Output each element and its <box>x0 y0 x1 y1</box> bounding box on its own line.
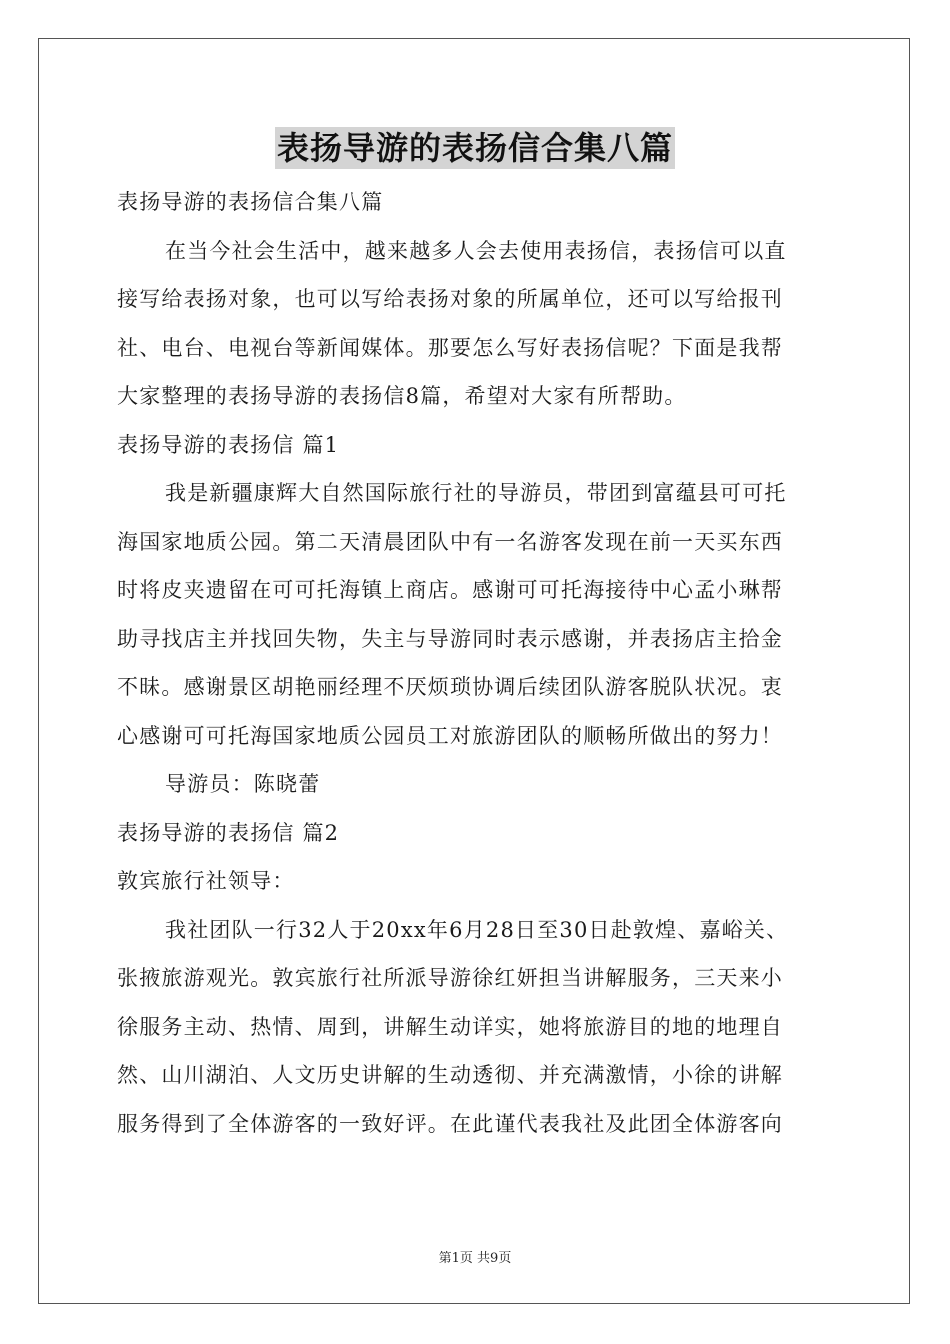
section2-line: 张掖旅游观光。敦宾旅行社所派导游徐红妍担当讲解服务，三天来小 <box>117 966 783 990</box>
document-title: 表扬导游的表扬信合集八篇 <box>276 129 673 167</box>
section1-line: 海国家地质公园。第二天清晨团队中有一名游客发现在前一天买东西 <box>117 529 783 554</box>
section2-heading: 表扬导游的表扬信 篇2 <box>117 820 340 845</box>
section1-line: 我是新疆康辉大自然国际旅行社的导游员，带团到富蕴县可可托 <box>165 481 787 505</box>
section1-line: 助寻找店主并找回失物，失主与导游同时表示感谢，并表扬店主拾金 <box>117 626 783 651</box>
intro-line: 在当今社会生活中，越来越多人会去使用表扬信，表扬信可以直 <box>165 238 787 263</box>
page-footer: 第1页 共9页 <box>438 1251 512 1266</box>
section2-salutation: 敦宾旅行社领导： <box>117 869 295 893</box>
title-container <box>0 127 950 169</box>
section1-heading: 表扬导游的表扬信 篇1 <box>117 432 340 457</box>
section2-line: 服务得到了全体游客的一致好评。在此谨代表我社及此团全体游客向 <box>117 1111 783 1136</box>
document-body <box>117 178 837 1148</box>
section1-line: 时将皮夹遗留在可可托海镇上商店。感谢可可托海接待中心孟小琳帮 <box>117 578 783 602</box>
intro-line: 接写给表扬对象，也可以写给表扬对象的所属单位，还可以写给报刊 <box>117 287 783 311</box>
section2-line: 然、山川湖泊、人文历史讲解的生动透彻、并充满激情，小徐的讲解 <box>117 1063 783 1087</box>
section1-line: 心感谢可可托海国家地质公园员工对旅游团队的顺畅所做出的努力！ <box>117 723 783 748</box>
section2-line: 我社团队一行32人于20xx年6月28日至30日赴敦煌、嘉峪关、 <box>165 917 789 942</box>
intro-line: 社、电台、电视台等新闻媒体。那要怎么写好表扬信呢？下面是我帮 <box>117 335 783 360</box>
intro-line: 大家整理的表扬导游的表扬信8篇，希望对大家有所帮助。 <box>117 384 687 408</box>
section1-line: 不昧。感谢景区胡艳丽经理不厌烦琐协调后续团队游客脱队状况。衷 <box>117 675 783 699</box>
subtitle: 表扬导游的表扬信合集八篇 <box>117 190 384 214</box>
section2-line: 徐服务主动、热情、周到，讲解生动详实，她将旅游目的地的地理自 <box>117 1014 783 1039</box>
section1-signature: 导游员：陈晓蕾 <box>165 772 321 796</box>
